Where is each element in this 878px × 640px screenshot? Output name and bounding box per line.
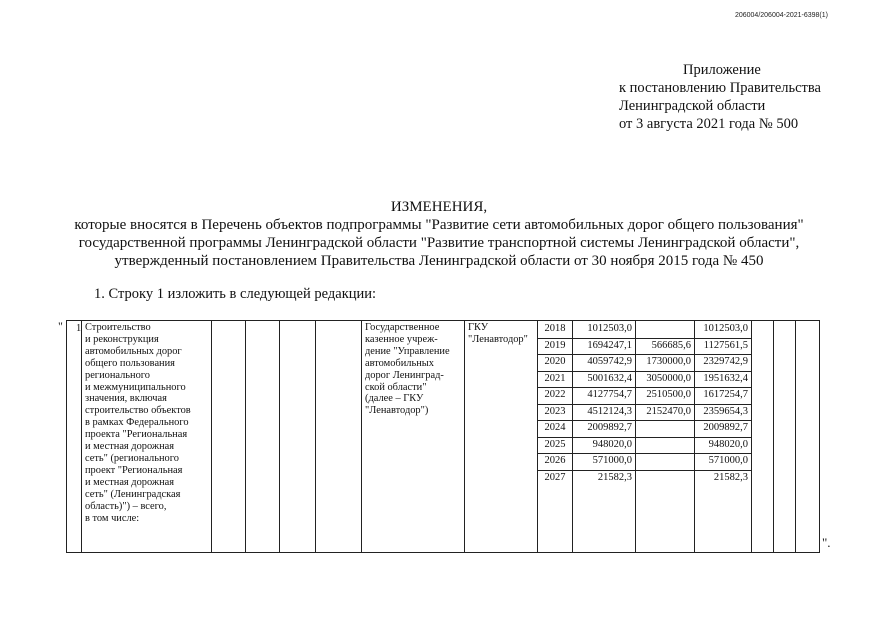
- title-line: которые вносятся в Перечень объектов подпрограммы "Развитие сети автомобильных дорог общего пользования": [74, 217, 804, 233]
- column-border: [773, 321, 774, 552]
- object-line: область)") – всего,: [85, 500, 167, 512]
- title-line: утвержденный постановлением Правительства Ленинградской области от 30 ноября 2015 года № 450: [114, 253, 764, 269]
- total-value: 948020,0: [592, 438, 632, 450]
- regional-value: 1951632,4: [703, 372, 748, 384]
- object-description: [85, 322, 191, 524]
- column-border: [315, 321, 316, 552]
- appendix-line: Ленинградской области: [619, 98, 766, 114]
- total-value: 1694247,1: [587, 339, 632, 351]
- appendix-block: [613, 61, 821, 133]
- column-border: [211, 321, 212, 552]
- object-line: и местная дорожная: [85, 476, 175, 488]
- object-line: проект "Региональная: [85, 464, 183, 476]
- regional-value: 1127561,5: [703, 339, 748, 351]
- object-line: строительство объектов: [85, 405, 191, 417]
- regional-value: 571000,0: [708, 455, 748, 466]
- row-separator: [537, 387, 751, 388]
- row-separator: [537, 404, 751, 405]
- year-cell: 2022: [544, 389, 566, 400]
- column-border: [279, 321, 280, 552]
- year-cell: 2021: [544, 372, 566, 384]
- object-line: проекта "Региональная: [85, 429, 188, 441]
- regional-value: 2329742,9: [703, 356, 748, 367]
- column-border: [751, 321, 752, 552]
- appendix-line: Приложение: [683, 62, 761, 78]
- object-line: в том числе:: [85, 512, 140, 524]
- open-quote: ": [58, 319, 63, 333]
- year-cell: 2026: [544, 455, 566, 466]
- object-line: общего пользования: [85, 357, 175, 369]
- regional-value: 21582,3: [713, 471, 748, 483]
- federal-value: 2510500,0: [646, 389, 691, 400]
- object-line: автомобильных дорог: [85, 345, 182, 357]
- customer-line: автомобильных: [365, 357, 434, 369]
- row-number: 1: [76, 323, 82, 334]
- federal-value: 566685,6: [651, 339, 691, 351]
- row-separator: [537, 338, 751, 339]
- row-separator: [537, 420, 751, 421]
- year-cell: 2023: [544, 405, 566, 417]
- object-line: регионального: [85, 369, 150, 381]
- customer-line: (далее – ГКУ: [365, 393, 424, 405]
- object-line: значения, включая: [85, 393, 167, 405]
- close-quote: ".: [822, 535, 831, 550]
- object-line: сеть" (регионального: [85, 452, 179, 464]
- total-value: 571000,0: [592, 455, 632, 466]
- appendix-line: к постановлению Правительства: [619, 80, 821, 96]
- row-separator: [537, 371, 751, 372]
- objects-table: [66, 320, 820, 553]
- year-cell: 2027: [544, 471, 566, 483]
- total-value: 4127754,7: [587, 389, 632, 400]
- customer-line: казенное учреж-: [365, 333, 438, 345]
- customer-line: ской области": [365, 381, 427, 393]
- year-cell: 2018: [544, 323, 566, 334]
- total-value: 1012503,0: [587, 323, 632, 334]
- regional-value: 1012503,0: [703, 323, 748, 334]
- executor-line: "Ленавтодор": [468, 333, 528, 345]
- instruction-text: 1. Строку 1 изложить в следующей редакции:: [94, 286, 377, 302]
- row-separator: [537, 453, 751, 454]
- total-value: 5001632,4: [587, 372, 632, 384]
- federal-value: 3050000,0: [646, 372, 691, 384]
- object-line: в рамках Федерального: [85, 417, 189, 429]
- customer-line: Государственное: [365, 322, 440, 333]
- appendix-line: от 3 августа 2021 года № 500: [619, 116, 799, 132]
- total-value: 4512124,3: [587, 405, 632, 417]
- customer-line: дорог Ленинград-: [365, 369, 444, 381]
- object-line: и межмуниципального: [85, 381, 186, 393]
- year-cell: 2024: [544, 422, 566, 433]
- column-border: [361, 321, 362, 552]
- column-border: [245, 321, 246, 552]
- regional-value: 2359654,3: [703, 405, 748, 417]
- title-heading: ИЗМЕНЕНИЯ,: [390, 199, 488, 215]
- year-cell: 2025: [544, 438, 566, 450]
- column-border: [81, 321, 82, 552]
- executor-cell: [468, 322, 528, 346]
- object-line: и реконструкция: [85, 333, 159, 345]
- customer-line: "Ленавтодор"): [365, 405, 429, 417]
- row-separator: [537, 470, 751, 471]
- document-title: [0, 198, 878, 270]
- year-cell: 2019: [544, 339, 566, 351]
- title-line: государственной программы Ленинградской области "Развитие транспортной системы Ленинградской области",: [78, 235, 800, 251]
- total-value: 2009892,7: [587, 422, 632, 433]
- customer-line: дение "Управление: [365, 345, 450, 357]
- object-line: Строительство: [85, 322, 151, 333]
- document-id: 206004/206004-2021-6398(1): [734, 12, 828, 19]
- column-border: [464, 321, 465, 552]
- federal-value: 2152470,0: [646, 405, 691, 417]
- year-cell: 2020: [544, 356, 566, 367]
- object-line: и местная дорожная: [85, 441, 175, 453]
- column-border: [795, 321, 796, 552]
- row-separator: [537, 354, 751, 355]
- total-value: 21582,3: [597, 471, 632, 483]
- regional-value: 948020,0: [708, 438, 748, 450]
- object-line: сеть" (Ленинградская: [85, 488, 181, 500]
- regional-value: 1617254,7: [703, 389, 748, 400]
- total-value: 4059742,9: [587, 356, 632, 367]
- customer-cell: [365, 322, 450, 417]
- row-separator: [537, 437, 751, 438]
- regional-value: 2009892,7: [703, 422, 748, 433]
- federal-value: 1730000,0: [646, 356, 691, 367]
- executor-line: ГКУ: [468, 322, 489, 333]
